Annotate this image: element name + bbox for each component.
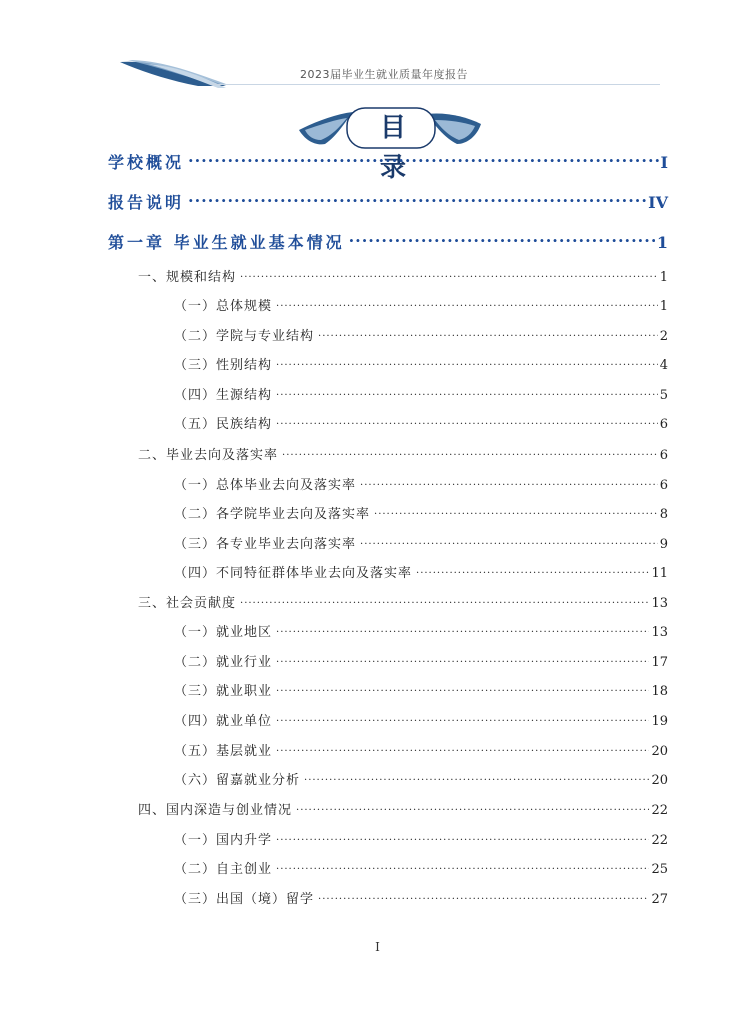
toc-leader-dots: [188, 192, 646, 208]
toc-entry-page: 18: [651, 684, 668, 699]
toc-leader-dots: [318, 890, 649, 903]
toc-leader-dots: [374, 505, 658, 518]
toc-entry-label: （五）民族结构: [174, 417, 273, 432]
toc-leader-dots: [276, 356, 658, 369]
toc-entry-page: 22: [651, 833, 668, 848]
page-number: I: [375, 940, 380, 954]
toc-entry-label: （三）就业职业: [174, 684, 273, 699]
toc-entry[interactable]: [174, 769, 668, 788]
toc-entry-label: 二、毕业去向及落实率: [138, 448, 279, 463]
toc-entry-page: 19: [651, 714, 668, 729]
toc-entry-label: （四）不同特征群体毕业去向及落实率: [174, 566, 413, 581]
toc-entry-page: 11: [651, 566, 668, 581]
toc-entry[interactable]: [138, 592, 668, 611]
toc-entry-page: 6: [659, 478, 668, 493]
toc-leader-dots: [276, 712, 649, 725]
toc-entry[interactable]: [108, 230, 668, 253]
toc-entry[interactable]: [174, 474, 668, 493]
toc-entry-page: 6: [659, 417, 668, 432]
toc-entry-label: （二）各学院毕业去向及落实率: [174, 507, 371, 522]
toc-leader-dots: [276, 682, 649, 695]
toc-entry-label: （二）就业行业: [174, 655, 273, 670]
toc-entry-page: 25: [651, 862, 668, 877]
toc-entry[interactable]: [174, 888, 668, 907]
toc-leader-dots: [360, 476, 658, 489]
toc-leader-dots: [276, 860, 649, 873]
toc-entry-label: 第一章 毕业生就业基本情况: [108, 233, 345, 252]
toc-leader-dots: [296, 801, 649, 814]
toc-entry[interactable]: [174, 829, 668, 848]
toc-entry-page: 1: [659, 270, 668, 285]
toc-entry-page: 1: [659, 299, 668, 314]
toc-leader-dots: [276, 831, 649, 844]
toc-entry[interactable]: [174, 325, 668, 344]
toc-entry-label: （三）性别结构: [174, 358, 273, 373]
toc-entry[interactable]: [174, 651, 668, 670]
toc-entry-page: I: [660, 153, 668, 172]
toc-entry[interactable]: [174, 295, 668, 314]
toc-entry-label: （一）总体毕业去向及落实率: [174, 478, 357, 493]
toc-leader-dots: [240, 594, 649, 607]
toc-leader-dots: [276, 742, 649, 755]
toc-leader-dots: [276, 415, 658, 428]
toc-entry-label: （四）就业单位: [174, 714, 273, 729]
toc-entry[interactable]: [138, 799, 668, 818]
toc-entry-page: 9: [659, 537, 668, 552]
toc-heading: 目 录: [379, 113, 420, 183]
page-header: [0, 0, 755, 100]
toc-entry-page: 20: [651, 773, 668, 788]
toc-entry[interactable]: [174, 503, 668, 522]
toc-leader-dots: [360, 535, 658, 548]
toc-entry-page: 8: [659, 507, 668, 522]
toc-entry-label: （六）留嘉就业分析: [174, 773, 301, 788]
toc-leader-dots: [276, 297, 658, 310]
toc-leader-dots: [240, 268, 658, 281]
toc-entry-label: （二）学院与专业结构: [174, 329, 315, 344]
toc-entry-page: 27: [651, 892, 668, 907]
toc-entry[interactable]: [174, 384, 668, 403]
toc-entry-page: 4: [659, 358, 668, 373]
toc-leader-dots: [318, 327, 658, 340]
toc-leader-dots: [349, 232, 655, 248]
toc-entry-label: （三）出国（境）留学: [174, 892, 315, 907]
toc-entry[interactable]: [174, 740, 668, 759]
toc-entry[interactable]: [174, 533, 668, 552]
toc-leader-dots: [304, 771, 649, 784]
toc-entry[interactable]: [174, 413, 668, 432]
toc-entry-label: （一）国内升学: [174, 833, 273, 848]
toc-entry-page: IV: [648, 193, 668, 212]
toc-entry-label: （一）就业地区: [174, 625, 273, 640]
toc-entry-page: 22: [651, 803, 668, 818]
toc-entry-page: 13: [651, 625, 668, 640]
header-report-title: 2023届毕业生就业质量年度报告: [300, 68, 468, 81]
toc-heading-banner: [295, 100, 485, 183]
toc-entry[interactable]: [174, 354, 668, 373]
header-swoosh-decoration: [118, 58, 228, 90]
toc-entry-label: （一）总体规模: [174, 299, 273, 314]
toc-entry-label: 一、规模和结构: [138, 270, 237, 285]
toc-entry[interactable]: [174, 858, 668, 877]
toc-leader-dots: [276, 386, 658, 399]
toc-entry[interactable]: [174, 710, 668, 729]
toc-entry-page: 5: [659, 388, 668, 403]
toc-entry-label: （五）基层就业: [174, 744, 273, 759]
toc-entry-label: 学校概况: [108, 153, 185, 172]
toc-leader-dots: [188, 152, 659, 168]
toc-entry-label: 三、社会贡献度: [138, 596, 237, 611]
toc-entry-label: （四）生源结构: [174, 388, 273, 403]
toc-entry-label: 四、国内深造与创业情况: [138, 803, 293, 818]
toc-entry-page: 6: [659, 448, 668, 463]
toc-entry-page: 2: [659, 329, 668, 344]
toc-entry[interactable]: [174, 680, 668, 699]
header-rule: [210, 84, 660, 85]
toc-entry-label: （三）各专业毕业去向落实率: [174, 537, 357, 552]
toc-entry[interactable]: [138, 266, 668, 285]
toc-leader-dots: [276, 653, 649, 666]
toc-entry[interactable]: [108, 150, 668, 173]
toc-entry[interactable]: [108, 190, 668, 213]
toc-entry-page: 20: [651, 744, 668, 759]
toc-leader-dots: [276, 623, 649, 636]
toc-entry-label: （二）自主创业: [174, 862, 273, 877]
toc-entry-label: 报告说明: [108, 193, 185, 212]
toc-leader-dots: [416, 564, 649, 577]
toc-entry-page: 13: [651, 596, 668, 611]
toc-entry[interactable]: [174, 562, 668, 581]
toc-entry-page: 1: [656, 233, 668, 252]
toc-entry[interactable]: [138, 444, 668, 463]
toc-entry-page: 17: [651, 655, 668, 670]
toc-entry[interactable]: [174, 621, 668, 640]
toc-leader-dots: [282, 446, 658, 459]
